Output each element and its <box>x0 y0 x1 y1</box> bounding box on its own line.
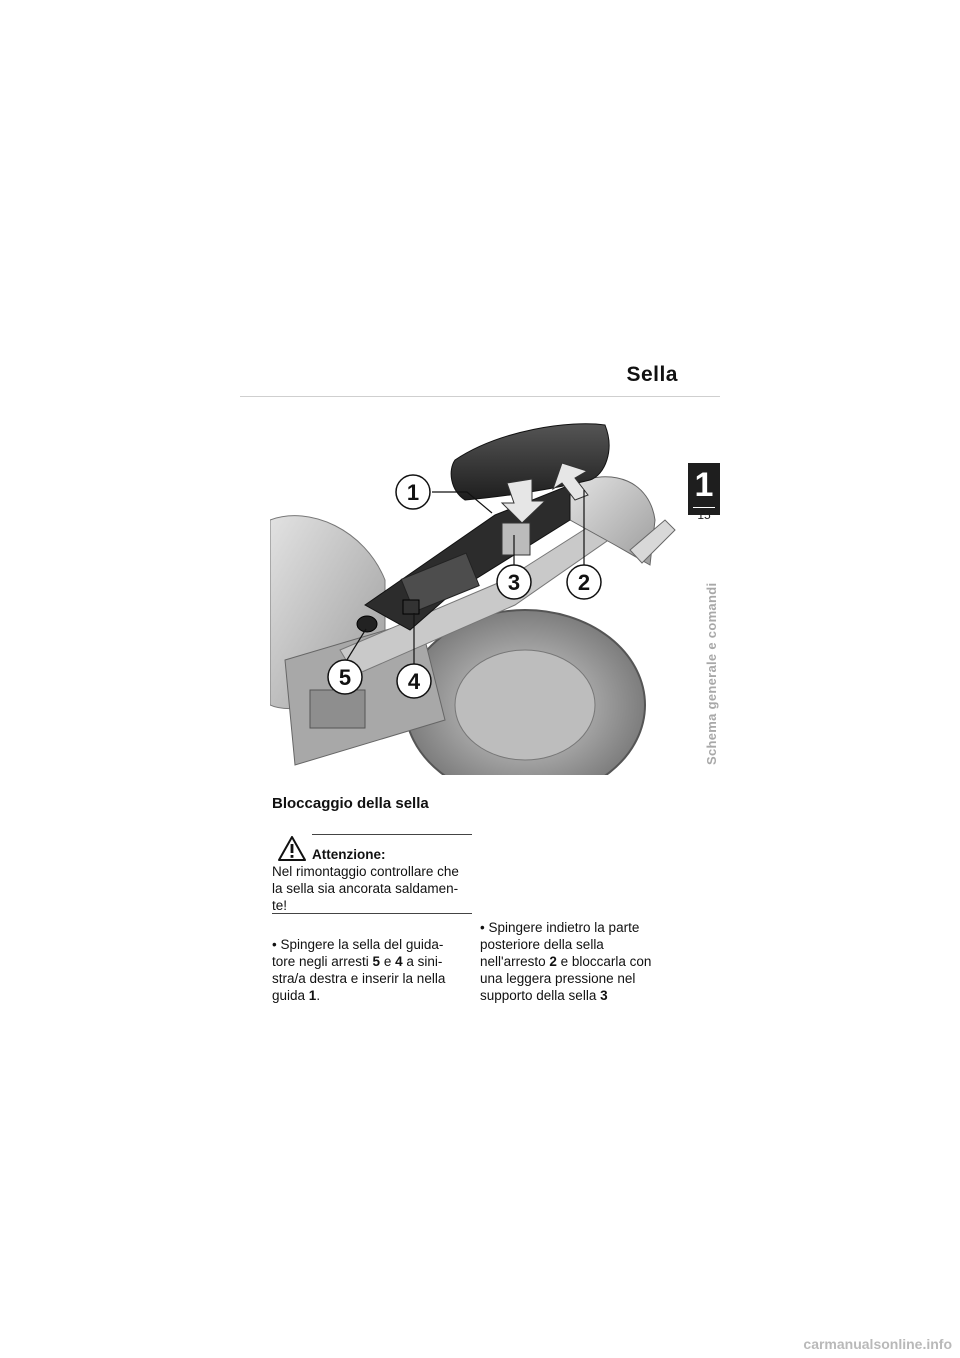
reference-number: 1 <box>308 988 317 1003</box>
seat-catch-5 <box>357 616 377 632</box>
reference-number: 3 <box>600 988 608 1003</box>
step-insert-seat <box>272 936 482 1004</box>
warning-triangle-icon <box>278 836 306 861</box>
warning-label: Attenzione: <box>312 847 386 862</box>
callout-1 <box>396 475 430 509</box>
page-title: Sella <box>626 363 678 386</box>
reference-number: 2 <box>549 954 557 969</box>
callout-3-label: 3 <box>507 570 521 595</box>
step-line: posteriore della sella <box>480 937 604 952</box>
callout-4 <box>397 664 431 698</box>
warning-text <box>272 863 472 914</box>
watermark: carmanualsonline.info <box>803 1336 952 1352</box>
chapter-side-label: Schema generale e comandi <box>704 582 719 765</box>
page-number: 15 <box>697 508 711 522</box>
reference-number: 4 <box>395 954 403 969</box>
step-line: • Spingere indietro la parte <box>480 920 640 935</box>
motorcycle-seat-illustration <box>270 405 680 775</box>
step-line: una leggera pressione nel <box>480 971 636 986</box>
step-line: supporto della sella 3 <box>480 988 608 1003</box>
warning-line: la sella sia ancorata saldamen- <box>272 881 459 896</box>
step-line: tore negli arresti 5 e 4 a sini- <box>272 954 443 969</box>
seat-latch-bracket <box>502 523 530 555</box>
callout-2 <box>567 565 601 599</box>
step-line: guida 1. <box>272 988 321 1003</box>
warning-top-rule <box>312 834 472 835</box>
seat-catch-4 <box>403 600 419 614</box>
reference-number: 5 <box>372 954 381 969</box>
step-line: • Spingere la sella del guida- <box>272 937 444 952</box>
callout-5-label: 5 <box>338 665 352 690</box>
warning-bottom-rule <box>272 913 472 914</box>
callout-4-label: 4 <box>407 669 421 694</box>
callout-3 <box>497 565 531 599</box>
seat-figure-svg <box>270 405 680 775</box>
brake-disc <box>455 650 595 760</box>
engine-detail <box>310 690 365 728</box>
warning-line: Nel rimontaggio controllare che <box>272 864 459 879</box>
callout-1-label: 1 <box>406 480 420 505</box>
title-divider <box>240 396 720 397</box>
step-line: nell'arresto 2 e bloccarla con <box>480 954 652 969</box>
section-heading: Bloccaggio della sella <box>272 795 429 812</box>
step-lock-seat <box>480 919 692 1004</box>
step-line: stra/a destra e inserir la nella <box>272 971 446 986</box>
callout-2-label: 2 <box>577 570 591 595</box>
chapter-number: 1 <box>694 466 714 504</box>
warning-line: te! <box>272 898 288 913</box>
callout-5 <box>328 660 362 694</box>
